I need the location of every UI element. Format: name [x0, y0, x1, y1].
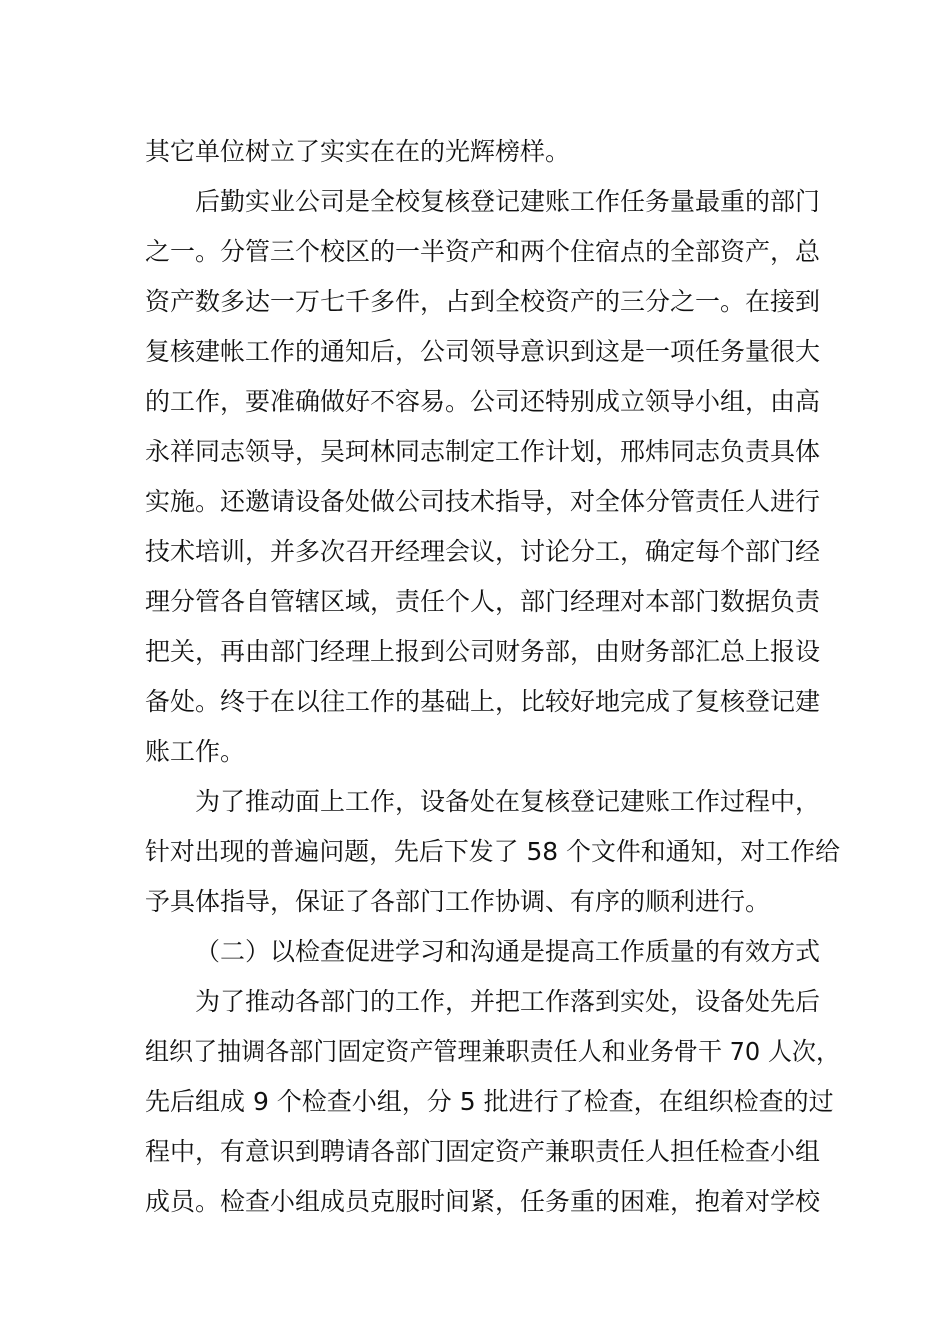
text-line: [0, 327, 950, 377]
text-line: [0, 527, 950, 577]
text-line: [0, 977, 950, 1027]
text-line: [0, 727, 950, 777]
text-line: [0, 477, 950, 527]
paragraph-line: 技术培训，并多次召开经理会议，讨论分工，确定每个部门经: [145, 537, 821, 566]
paragraph-line: 实施。还邀请设备处做公司技术指导，对全体分管责任人进行: [145, 487, 821, 516]
text-line: [0, 627, 950, 677]
text-line: [0, 1127, 950, 1177]
text-line: [0, 677, 950, 727]
paragraph-line: 针对出现的普遍问题，先后下发了 58 个文件和通知，对工作给: [145, 837, 840, 866]
text-line: [0, 1077, 950, 1127]
paragraph-line: 予具体指导，保证了各部门工作协调、有序的顺利进行。: [145, 887, 771, 916]
text-line: [0, 127, 950, 177]
text-line: [0, 827, 950, 877]
section-heading: （二）以检查促进学习和沟通是提高工作质量的有效方式: [195, 937, 821, 966]
text-line: [0, 177, 950, 227]
text-line: [0, 427, 950, 477]
paragraph-line: 把关，再由部门经理上报到公司财务部，由财务部汇总上报设: [145, 637, 821, 666]
paragraph-line: 永祥同志领导，吴珂林同志制定工作计划，邢炜同志负责具体: [145, 437, 821, 466]
paragraph-line: 后勤实业公司是全校复核登记建账工作任务量最重的部门: [195, 187, 821, 216]
text-line: [0, 1027, 950, 1077]
paragraph-line: 资产数多达一万七千多件，占到全校资产的三分之一。在接到: [145, 287, 821, 316]
text-line: [0, 227, 950, 277]
paragraph-line: 为了推动各部门的工作，并把工作落到实处，设备处先后: [195, 987, 821, 1016]
paragraph-line: 理分管各自管辖区域，责任个人，部门经理对本部门数据负责: [145, 587, 821, 616]
paragraph-line: 复核建帐工作的通知后，公司领导意识到这是一项任务量很大: [145, 337, 821, 366]
text-line: [0, 1177, 950, 1227]
paragraph-line: 程中，有意识到聘请各部门固定资产兼职责任人担任检查小组: [145, 1137, 821, 1166]
paragraph-line: 备处。终于在以往工作的基础上，比较好地完成了复核登记建: [145, 687, 821, 716]
paragraph-line: 先后组成 9 个检查小组，分 5 批进行了检查，在组织检查的过: [145, 1087, 834, 1116]
paragraph-line: 组织了抽调各部门固定资产管理兼职责任人和业务骨干 70 人次，: [145, 1037, 840, 1066]
paragraph-line: 其它单位树立了实实在在的光辉榜样。: [145, 137, 571, 166]
text-line: [0, 777, 950, 827]
text-line: [0, 877, 950, 927]
paragraph-line: 账工作。: [145, 737, 246, 766]
paragraph-line: 的工作，要准确做好不容易。公司还特别成立领导小组，由高: [145, 387, 821, 416]
text-line: [0, 577, 950, 627]
paragraph-line: 之一。分管三个校区的一半资产和两个住宿点的全部资产，总: [145, 237, 821, 266]
text-line: [0, 927, 950, 977]
text-line: [0, 277, 950, 327]
paragraph-line: 为了推动面上工作，设备处在复核登记建账工作过程中，: [195, 787, 821, 816]
paragraph-line: 成员。检查小组成员克服时间紧，任务重的困难，抱着对学校: [145, 1187, 821, 1216]
text-line: [0, 377, 950, 427]
